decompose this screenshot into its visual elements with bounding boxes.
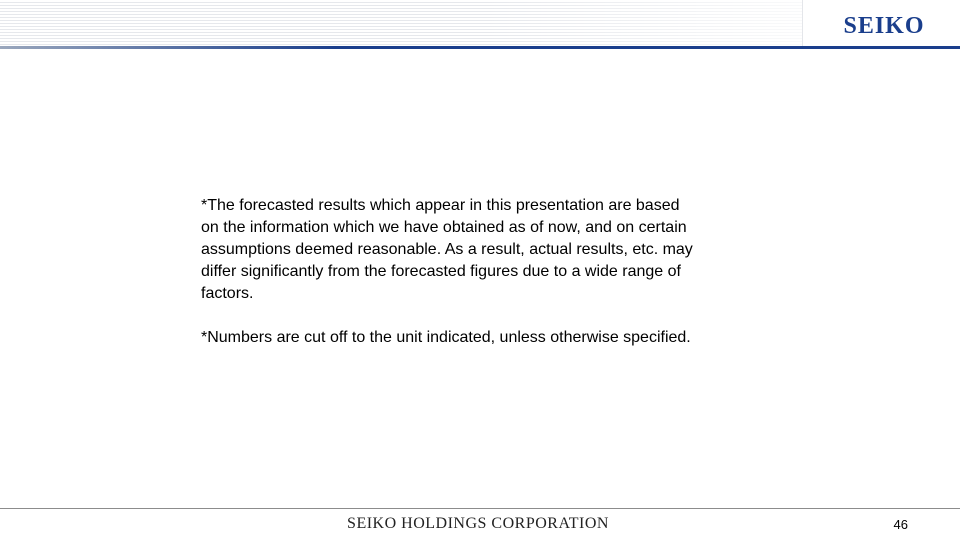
units-note: *Numbers are cut off to the unit indicated, unless otherwise specified.	[201, 329, 691, 346]
disclaimer-line-2: on the information which we have obtained as of now, and on certain	[201, 219, 687, 236]
footer-rule	[0, 508, 960, 509]
seiko-logo-image	[834, 12, 934, 38]
seiko-logo	[834, 12, 934, 38]
disclaimer-line-5: factors.	[201, 285, 254, 302]
footer-corporation-name: SEIKO HOLDINGS CORPORATION	[347, 515, 609, 532]
header-band-fade	[0, 0, 802, 46]
disclaimer-line-4: differ significantly from the forecasted figures due to a wide range of	[201, 263, 681, 280]
header-rule	[0, 46, 960, 49]
logo-divider	[802, 0, 803, 46]
paragraph-gap	[201, 305, 781, 327]
page-number: 46	[893, 517, 908, 532]
seiko-logo-text: SEIKO	[843, 13, 925, 38]
disclaimer-line-3: assumptions deemed reasonable. As a result, actual results, etc. may	[201, 241, 693, 258]
disclaimer-text	[201, 195, 781, 349]
disclaimer-line-1: *The forecasted results which appear in this presentation are based	[201, 197, 680, 214]
